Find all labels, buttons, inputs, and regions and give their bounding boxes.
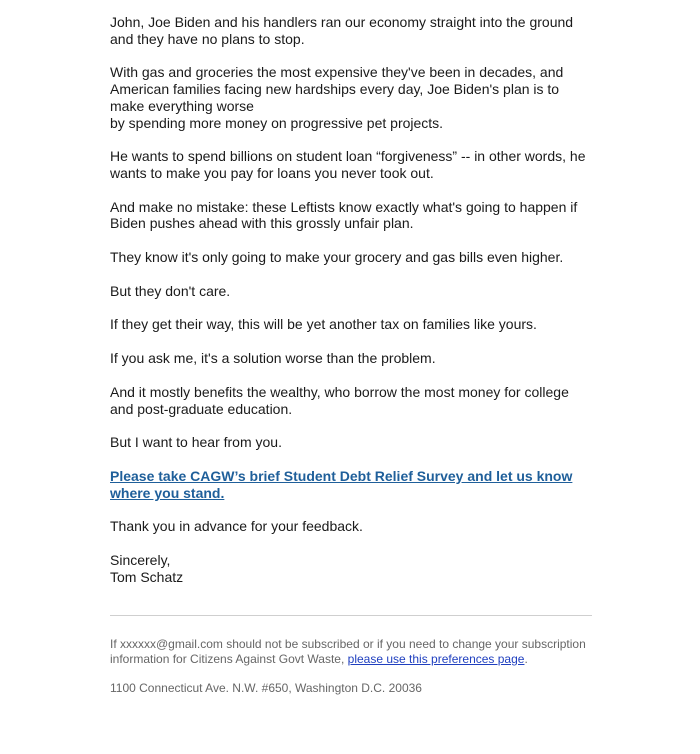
footer-divider (110, 615, 592, 616)
paragraph-solution-worse: If you ask me, it's a solution worse than the problem. (110, 350, 436, 367)
paragraph-intro: John, Joe Biden and his handlers ran our economy straight into the ground and they have no plans to stop. (110, 14, 574, 47)
paragraph-dont-care: But they don't care. (110, 282, 231, 299)
signature-block (110, 552, 592, 585)
paragraph-gas-groceries-line1: With gas and groceries the most expensive they've been in decades, and American families facing new hardships every day, Joe Biden's plan is to make everything worse (110, 64, 564, 114)
paragraph-another-tax: If they get their way, this will be yet another tax on families like yours. (110, 316, 537, 333)
paragraph-gas-groceries-line2: by spending more money on progressive pet projects. (110, 114, 444, 131)
preferences-link[interactable]: please use this preferences page (347, 651, 525, 666)
footer-notice-period: . (524, 651, 528, 666)
paragraph-thanks: Thank you in advance for your feedback. (110, 518, 363, 535)
footer-notice-text: If xxxxxx@gmail.com should not be subscribed or if you need to change your subscription information for Citizens Against Govt Waste, (110, 637, 586, 666)
paragraph-benefits-wealthy: And it mostly benefits the wealthy, who borrow the most money for college and post-graduate education. (110, 383, 569, 417)
paragraph-hear-from-you: But I want to hear from you. (110, 434, 282, 451)
signoff-name: Tom Schatz (110, 568, 184, 585)
email-body (110, 14, 592, 696)
paragraph-student-loan: He wants to spend billions on student loan “forgiveness” -- in other words, he wants to make you pay for loans you never took out. (110, 148, 586, 181)
paragraph-bills-higher: They know it's only going to make your grocery and gas bills even higher. (110, 249, 564, 266)
paragraph-gas-groceries (110, 64, 592, 131)
footer-address: 1100 Connecticut Ave. N.W. #650, Washington D.C. 20036 (110, 681, 422, 696)
paragraph-leftists: And make no mistake: these Leftists know exactly what's going to happen if Biden pushes ahead with this grossly unfair plan. (110, 198, 578, 232)
footer-subscription-notice (110, 637, 592, 666)
signoff-sincerely: Sincerely, (110, 552, 171, 569)
survey-link[interactable]: Please take CAGW’s brief Student Debt Relief Survey and let us know where you stand. (110, 467, 573, 501)
